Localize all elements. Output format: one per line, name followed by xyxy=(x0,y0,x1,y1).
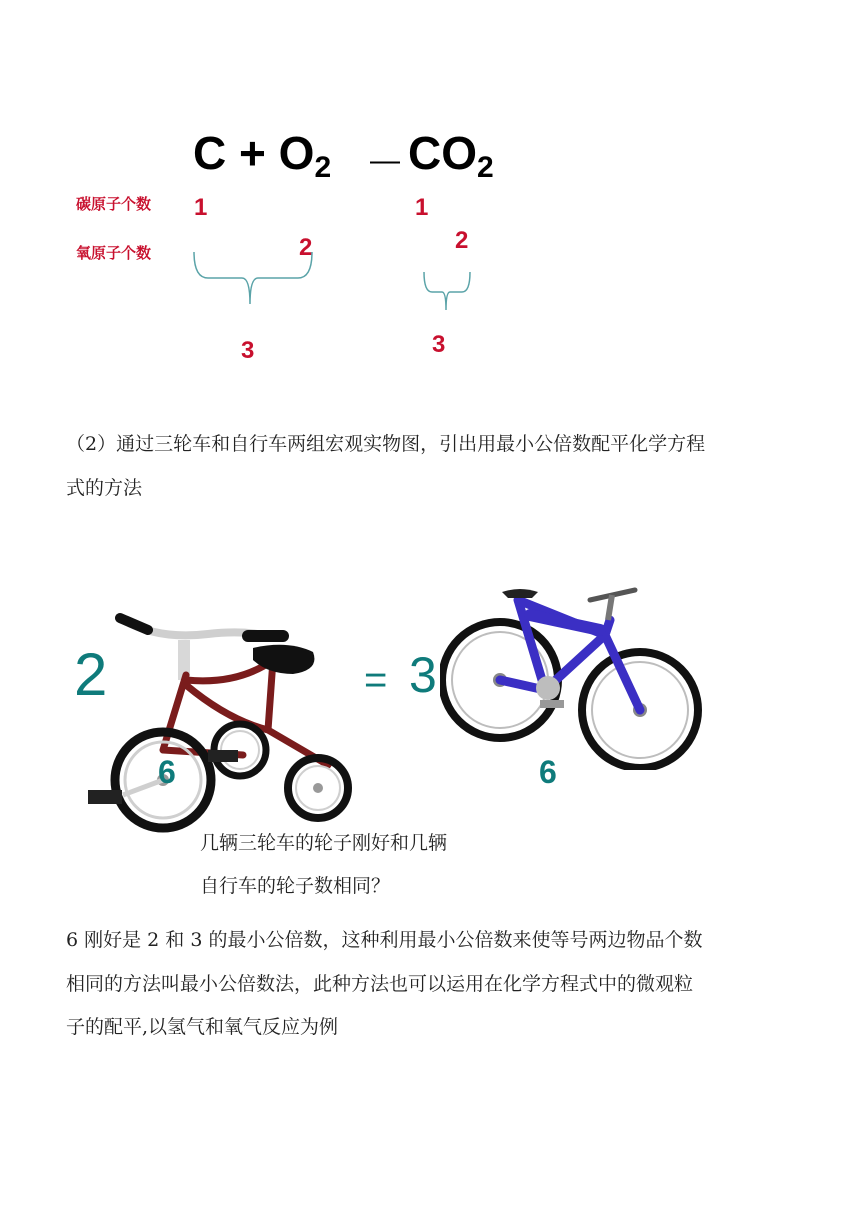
left-total-count: 3 xyxy=(241,337,255,364)
left-brace xyxy=(190,250,320,310)
tricycle-wheel-count: 6 xyxy=(158,754,176,790)
tricycle-panel xyxy=(68,590,360,866)
right-carbon-count: 1 xyxy=(415,194,429,221)
equation xyxy=(193,128,331,193)
bicycle-panel xyxy=(440,560,730,770)
paragraph-line: 6 刚好是 2 和 3 的最小公倍数，这种利用最小公倍数来使等号两边物品个数 xyxy=(66,929,703,951)
bicycle-image xyxy=(440,560,730,770)
oxygen-atom-label: 氧原子个数 xyxy=(76,244,152,262)
equals-sign: = xyxy=(364,658,388,702)
right-oxygen-count: 2 xyxy=(455,227,469,254)
left-carbon-count: 1 xyxy=(194,194,208,221)
bicycle-wheel-count: 6 xyxy=(539,754,557,790)
carbon-atom-label: 碳原子个数 xyxy=(76,195,152,213)
paragraph-line: （2）通过三轮车和自行车两组宏观实物图，引出用最小公倍数配平化学方程 xyxy=(66,433,706,455)
right-total-count: 3 xyxy=(432,331,446,358)
reactant-carbon: C xyxy=(193,127,227,179)
left-oxygen-count: 2 xyxy=(299,234,313,261)
right-brace xyxy=(420,270,480,314)
bicycle-quantity: 3 xyxy=(409,647,437,703)
plus-sign: + xyxy=(239,127,266,179)
tricycle-quantity: 2 xyxy=(74,641,108,708)
question-line: 几辆三轮车的轮子刚好和几辆 xyxy=(200,832,448,854)
reactant-oxygen: $O_2$ xyxy=(278,127,332,184)
paragraph-line: 子的配平,以氢气和氧气反应为例 xyxy=(66,1016,339,1038)
paragraph-line: 相同的方法叫最小公倍数法，此种方法也可以运用在化学方程式中的微观粒 xyxy=(66,973,694,995)
paragraph-line: 式的方法 xyxy=(66,477,143,499)
product-co2: $CO_2$ xyxy=(408,127,494,184)
tricycle-image xyxy=(68,590,360,866)
reaction-arrow: — xyxy=(370,144,400,177)
question-line: 自行车的轮子数相同？ xyxy=(200,875,391,897)
